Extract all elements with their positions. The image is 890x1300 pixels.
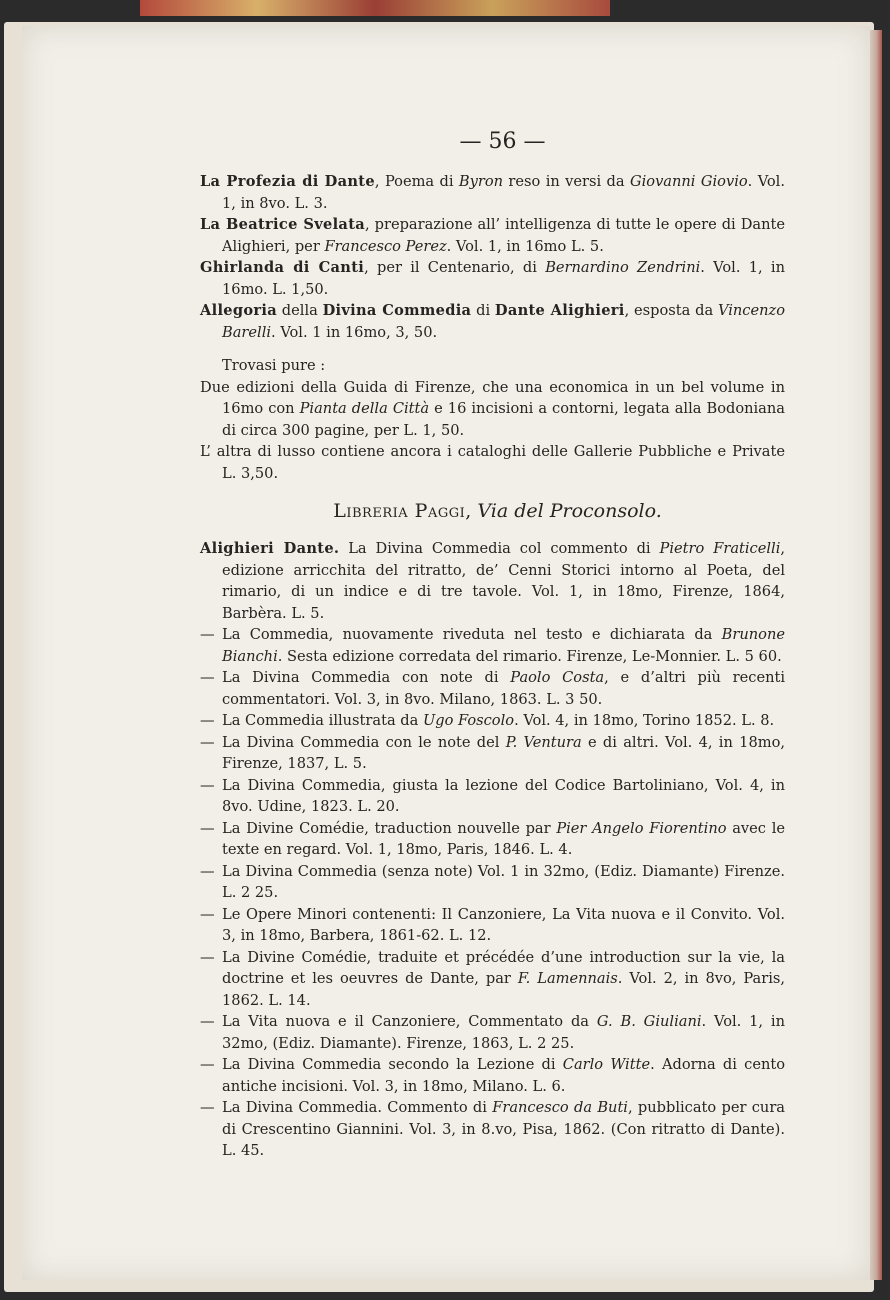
page-text — [200, 127, 785, 1162]
list-item: — La Vita nuova e il Canzoniere, Commentato da G. B. Giuliani. Vol. 1, in 32mo, (Ediz. Diamante). Firenze, 1863, L. 2 25. — [200, 1013, 785, 1052]
list-item: — La Commedia, nuovamente riveduta nel testo e dichiarata da Brunone Bianchi. Sesta edizione corredata del rimario. Firenze, Le-Monnier. L. 5 60. — [200, 626, 785, 665]
entry-beatrice: La Beatrice Svelata, preparazione all’ intelligenza di tutte le opere di Dante Alighieri, per Francesco Perez. Vol. 1, in 16mo L. 5. — [200, 216, 785, 255]
entry-ghirlanda: Ghirlanda di Canti, per il Centenario, di Bernardino Zendrini. Vol. 1, in 16mo. L. 1,50. — [200, 259, 785, 298]
page-number: — 56 — — [459, 129, 546, 154]
page-edge — [868, 30, 882, 1280]
entry-allegoria: Allegoria della Divina Commedia di Dante Alighieri, esposta da Vincenzo Barelli. Vol. 1 in 16mo, 3, 50. — [200, 302, 785, 341]
book-cover-edge — [140, 0, 610, 16]
list-item: — La Divina Commedia (senza note) Vol. 1 in 32mo, (Ediz. Diamante) Firenze. L. 2 25. — [200, 862, 785, 901]
list-item: — La Divina Commedia. Commento di Francesco da Buti, pubblicato per cura di Crescentino Giannini. Vol. 3, in 8.vo, Pisa, 1862. (Con ritratto di Dante). L. 45. — [200, 1099, 786, 1159]
list-item: Alighieri Dante. La Divina Commedia col commento di Pietro Fraticelli, edizione arricchita del ritratto, de’ Cenni Storici intorno al Poeta, del rimario, di un indice e di tre tavole. Vol. 1, in 18mo, Firenze, 1864, Barbèra. L. 5. — [200, 540, 785, 622]
section-heading: Libreria Paggi, Via del Proconsolo. — [333, 500, 662, 522]
list-item: — La Commedia illustrata da Ugo Foscolo. Vol. 4, in 18mo, Torino 1852. L. 8. — [200, 712, 775, 729]
list-item: — La Divina Commedia con note di Paolo Costa, e d’altri più recenti commentatori. Vol. 3, in 8vo. Milano, 1863. L. 3 50. — [200, 669, 786, 708]
list-item: — La Divina Commedia, giusta la lezione del Codice Bartoliniano, Vol. 4, in 8vo. Udine, 1823. L. 20. — [200, 776, 785, 815]
list-item: — Le Opere Minori contenenti: Il Canzoniere, La Vita nuova e il Convito. Vol. 3, in 18mo, Barbera, 1861-62. L. 12. — [200, 905, 785, 944]
list-item: — La Divine Comédie, traduction nouvelle par Pier Angelo Fiorentino avec le texte en regard. Vol. 1, 18mo, Paris, 1846. L. 4. — [200, 819, 785, 858]
list-item: — La Divine Comédie, traduite et précédée d’une introduction sur la vie, la doctrine et les oeuvres de Dante, par F. Lamennais. Vol. 2, in 8vo, Paris, 1862. L. 14. — [200, 948, 785, 1009]
entry-guida-economica: Due edizioni della Guida di Firenze, che una economica in un bel volume in 16mo con Pianta della Città e 16 incisioni a contorni, legata alla Bodoniana di circa 300 pagine, per L. 1, 50. — [200, 378, 785, 439]
entry-guida-lusso: L’ altra di lusso contiene ancora i cataloghi delle Gallerie Pubbliche e Private L. 3,50. — [200, 443, 785, 482]
list-item: — La Divina Commedia secondo la Lezione di Carlo Witte. Adorna di cento antiche incisioni. Vol. 3, in 18mo, Milano. L. 6. — [200, 1056, 786, 1095]
entry-profezia: La Profezia di Dante, Poema di Byron reso in versi da Giovanni Giovio. Vol. 1, in 8vo. L. 3. — [200, 173, 785, 212]
list-item: — La Divina Commedia con le note del P. Ventura e di altri. Vol. 4, in 18mo, Firenze, 1837, L. 5. — [200, 733, 785, 772]
trovasi-heading: Trovasi pure : — [222, 357, 326, 374]
